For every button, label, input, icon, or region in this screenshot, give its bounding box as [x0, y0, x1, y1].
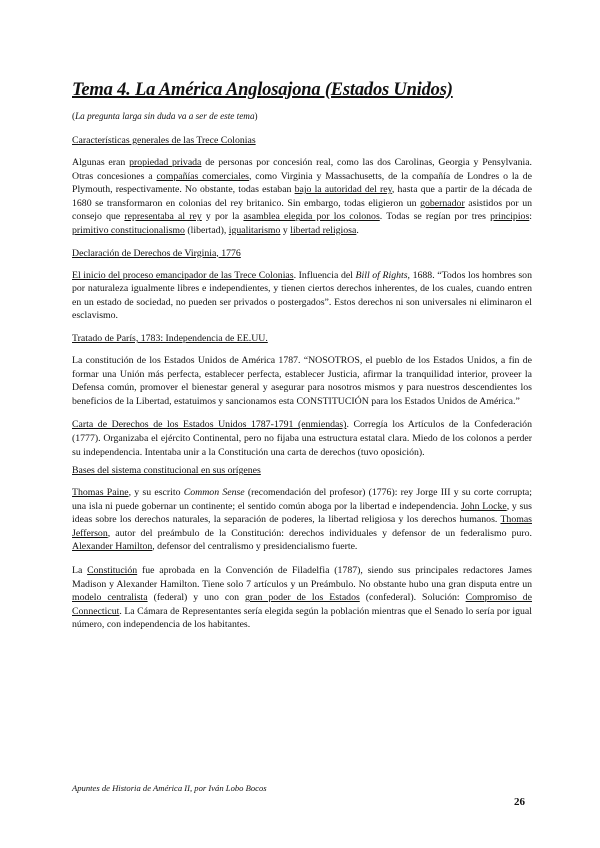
- text-run: . La Cámara de Representantes sería elegida según la población mientras que el Senado lo sería por igual número, con independencia de los habitantes.: [72, 605, 532, 631]
- section-heading-tratado: Tratado de París, 1783: Independencia de EE.UU.: [72, 332, 268, 344]
- underlined-term: Carta de Derechos de los Estados Unidos 1787-1791 (enmiendas): [72, 419, 347, 431]
- underlined-term: propiedad privada: [129, 157, 202, 168]
- note-text: La pregunta larga sin duda va a ser de este tema: [75, 111, 255, 121]
- italic-term: Bill of Rights: [355, 269, 408, 281]
- page-title: Tema 4. La América Anglosajona (Estados Unidos): [72, 80, 453, 100]
- text-run: asistidos por un consejo que: [72, 197, 533, 223]
- underlined-term: libertad religiosa: [290, 224, 357, 236]
- underlined-term: John Locke: [461, 500, 507, 512]
- text-run: de personas por concesión real, como las dos Carolinas, Georgia y Pensylvania. Otras concesiones a: [72, 157, 532, 182]
- paragraph-constitucion-filadelfia: [72, 564, 532, 632]
- text-run: y por la: [201, 211, 244, 223]
- paragraph-constitucion-1787: La constitución de los Estados Unidos de América 1787. “NOSOTROS, el pueblo de los Estados Unidos, a fin de formar una Unión más perfecta, establecer perfecta, establecer Justicia, afirmar la tranquilidad interior, proveer la Defensa común, promover el bienestar general y asegurar para nosotros mismos y para nuestros descendientes los beneficios de la Libertad, estatuimos y sancionamos esta CONSTITUCIÓN para los Estados Unidos de América.”: [72, 354, 532, 407]
- underlined-term: gobernador: [420, 197, 465, 209]
- text-run: (federal) y uno con: [147, 592, 245, 604]
- footer-credit: Apuntes de Historia de América II, por Iván Lobo Bocos: [72, 783, 267, 793]
- text-run: fue aprobada en la Convención de Filadelfia (1787), siendo sus principales redactores James Madison y Alexander Hamilton. Tiene solo 7 artículos y un Preámbulo. No obstante hubo una gran disputa entre un: [72, 565, 532, 590]
- note-open: (: [72, 111, 76, 121]
- underlined-term: Alexander Hamilton: [72, 541, 153, 553]
- page-number: 26: [514, 796, 525, 808]
- text-run: , y su escrito: [128, 487, 184, 499]
- text-run: . Corregía los Artículos de la Confederación (1777). Organizaba el ejército Continental, pero no fijaba una estructura estatal clara. Miedo de los colonos a perder su independencia. Intentaba unir a la Constitución una carta de derechos (tuvo oposición).: [72, 419, 532, 458]
- underlined-term: asamblea elegida por los colonos: [243, 211, 380, 223]
- underlined-term: igualitarismo: [228, 224, 281, 236]
- text-run: (libertad),: [184, 224, 229, 236]
- section-heading-caracteristicas: Características generales de las Trece Colonias: [72, 135, 256, 146]
- text-run: :: [529, 211, 532, 223]
- text-run: , autor del preámbulo de la Constitución: derechos individuales y defensor de un federalismo puro.: [107, 527, 532, 539]
- paragraph-declaracion: [72, 269, 532, 323]
- underlined-term: representaba al rey: [124, 211, 202, 223]
- text-run: . Todas se regían por tres: [379, 211, 491, 223]
- underlined-term: modelo centralista: [72, 592, 148, 604]
- paragraph-carta-derechos: [72, 418, 532, 459]
- text-run: , 1688. “Todos los hombres son por naturaleza igualmente libres e independientes, y tienen ciertos derechos inherentes, de los cuales, cuando entren en un estado de sociedad, no pueden ser privados o postergados”. Estos derechos ni son universales ni eliminaron el esclavismo.: [72, 269, 532, 322]
- section-heading-declaracion: Declaración de Derechos de Virginia, 1776: [72, 247, 241, 259]
- text-run: . Influencia del: [293, 269, 356, 281]
- underlined-term: principios: [490, 211, 530, 223]
- text-run: , y sus ideas sobre los derechos naturales, la separación de poderes, la libertad religiosa y los derechos humanos.: [72, 500, 532, 526]
- underlined-term: gran poder de los Estados: [244, 592, 360, 604]
- italic-term: Common Sense: [183, 487, 245, 499]
- note-close: ): [254, 111, 258, 121]
- paragraph-caracteristicas: [72, 156, 532, 238]
- section-heading-bases: Bases del sistema constitucional en sus orígenes: [72, 465, 261, 477]
- text-run: , hasta que a partir de la década de 1680 se transformaron en colonias del rey britanico. Sin embargo, todas eligieron un: [72, 184, 532, 209]
- text-run: , defensor del centralismo y presidencialismo fuerte.: [152, 541, 358, 553]
- text-run: Algunas eran: [72, 157, 130, 168]
- text-run: La: [72, 565, 88, 577]
- underlined-term: Compromiso de Connecticut: [72, 592, 532, 617]
- underlined-term: El inicio del proceso emancipador de las Trece Colonias: [72, 269, 294, 281]
- text-run: (recomendación del profesor) (1776): rey Jorge III y su corte corrupta; una isla ni puede gobernar un continente; el sentido común aboga por la libertad e independencia.: [72, 487, 532, 512]
- underlined-term: primitivo constitucionalismo: [72, 224, 185, 236]
- underlined-term: Thomas Paine: [72, 487, 129, 499]
- underlined-term: bajo la autoridad del rey: [294, 184, 392, 196]
- exam-note: [72, 111, 532, 121]
- underlined-term: Constitución: [87, 565, 138, 577]
- text-run: (confederal). Solución:: [359, 592, 466, 604]
- text-run: , como Virginia y Massachusetts, de la compañía de Londres o la de Plymouth, respectivamente. No obstante, todas estaban: [72, 170, 532, 196]
- text-run: .: [356, 224, 359, 236]
- page-content: [72, 80, 532, 642]
- underlined-term: Thomas Jefferson: [72, 514, 532, 539]
- text-run: y: [280, 224, 291, 236]
- paragraph-bases: [72, 486, 532, 554]
- underlined-term: compañías comerciales: [156, 170, 249, 182]
